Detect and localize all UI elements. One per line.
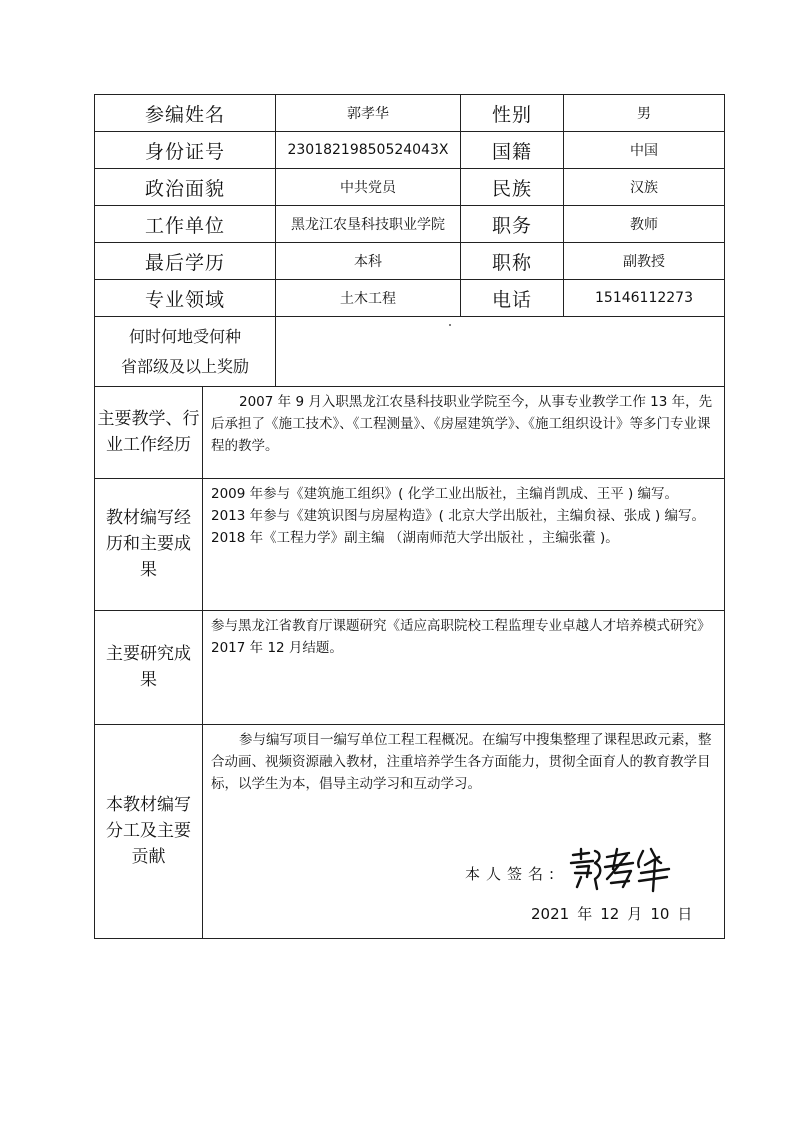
date-year-unit: 年 <box>577 904 593 923</box>
field-value: 本科 <box>276 243 461 280</box>
detail-table <box>94 386 725 939</box>
info-row <box>95 132 725 169</box>
form-table <box>94 94 725 387</box>
field-label: 性别 <box>461 95 564 132</box>
handwritten-signature <box>567 843 677 893</box>
field-value: 教师 <box>564 206 725 243</box>
experience-row <box>95 386 725 478</box>
scan-speck <box>449 324 451 326</box>
contribution-label-line2: 分工及主要 <box>106 821 191 841</box>
field-value: 男 <box>564 95 725 132</box>
contribution-label <box>95 724 203 938</box>
date-month: 12 <box>600 904 620 923</box>
experience-label <box>95 386 203 478</box>
contribution-label-line3: 贡献 <box>131 847 166 867</box>
textbooks-label <box>95 478 203 610</box>
info-row <box>95 95 725 132</box>
textbooks-row <box>95 478 725 610</box>
date-month-unit: 月 <box>627 904 643 923</box>
field-label: 职务 <box>461 206 564 243</box>
experience-label-line1: 主要教学、行 <box>97 409 200 429</box>
research-label-line2: 果 <box>140 670 157 690</box>
date-day: 10 <box>650 904 670 923</box>
field-label: 民族 <box>461 169 564 206</box>
field-label: 工作单位 <box>95 206 276 243</box>
field-value: 郭孝华 <box>276 95 461 132</box>
field-value: 黑龙江农垦科技职业学院 <box>276 206 461 243</box>
research-row <box>95 610 725 724</box>
info-row <box>95 169 725 206</box>
awards-label-line1: 何时何地受何种 <box>128 326 241 346</box>
textbooks-value <box>203 478 725 610</box>
textbook-line: 2018 年《工程力学》副主编 （湖南师范大学出版社 ，主编张藿 )。 <box>211 529 619 546</box>
field-value: 15146112273 <box>564 280 725 317</box>
awards-label <box>95 317 276 387</box>
experience-label-line2: 业工作经历 <box>106 435 191 455</box>
contribution-label-line1: 本教材编写 <box>106 795 191 815</box>
field-label: 职称 <box>461 243 564 280</box>
textbooks-label-line2: 历和主要成 <box>106 534 191 554</box>
textbook-line: 2009 年参与《建筑施工组织》( 化学工业出版社，主编肖凯成、王平 ) 编写。 <box>211 485 679 502</box>
awards-value <box>276 317 725 387</box>
research-text: 参与黑龙江省教育厅课题研究《适应高职院校工程监理专业卓越人才培养模式研究》2017 年 12 月结题。 <box>211 617 711 656</box>
application-form <box>94 94 724 939</box>
textbook-line: 2013 年参与《建筑识图与房屋构造》( 北京大学出版社，主编贠禄、张成 ) 编写。 <box>211 507 706 524</box>
experience-value <box>203 386 725 478</box>
contribution-row <box>95 724 725 938</box>
awards-row <box>95 317 725 387</box>
textbooks-label-line1: 教材编写经 <box>106 508 191 528</box>
awards-label-line2: 省部级及以上奖励 <box>120 356 249 376</box>
info-row <box>95 206 725 243</box>
field-label: 政治面貌 <box>95 169 276 206</box>
field-value: 汉族 <box>564 169 725 206</box>
date-day-unit: 日 <box>677 904 693 923</box>
field-label: 专业领域 <box>95 280 276 317</box>
field-label: 最后学历 <box>95 243 276 280</box>
experience-text: 2007 年 9 月入职黑龙江农垦科技职业学院至今，从事专业教学工作 13 年，先后承担了《施工技术》、《工程测量》、《房屋建筑学》、《施工组织设计》等多门专业课程的教学。 <box>211 393 713 454</box>
field-label: 国籍 <box>461 132 564 169</box>
field-value: 土木工程 <box>276 280 461 317</box>
textbooks-label-line3: 果 <box>140 560 157 580</box>
field-value: 副教授 <box>564 243 725 280</box>
field-label: 身份证号 <box>95 132 276 169</box>
research-value <box>203 610 725 724</box>
signature-label: 本人签名: <box>465 864 561 883</box>
field-label: 电话 <box>461 280 564 317</box>
field-value: 23018219850524043X <box>276 132 461 169</box>
date-year: 2021 <box>531 904 570 923</box>
research-label <box>95 610 203 724</box>
contribution-value <box>203 724 725 938</box>
field-label: 参编姓名 <box>95 95 276 132</box>
field-value: 中共党员 <box>276 169 461 206</box>
research-label-line1: 主要研究成 <box>106 644 191 664</box>
signature-date <box>531 903 700 925</box>
contribution-text: 参与编写项目一编写单位工程工程概况。在编写中搜集整理了课程思政元素，整合动画、视频资源融入教材，注重培养学生各方面能力，贯彻全面育人的教育教学目标，以学生为本，倡导主动学习和互动学习。 <box>211 731 712 792</box>
info-row <box>95 280 725 317</box>
info-row <box>95 243 725 280</box>
field-value: 中国 <box>564 132 725 169</box>
